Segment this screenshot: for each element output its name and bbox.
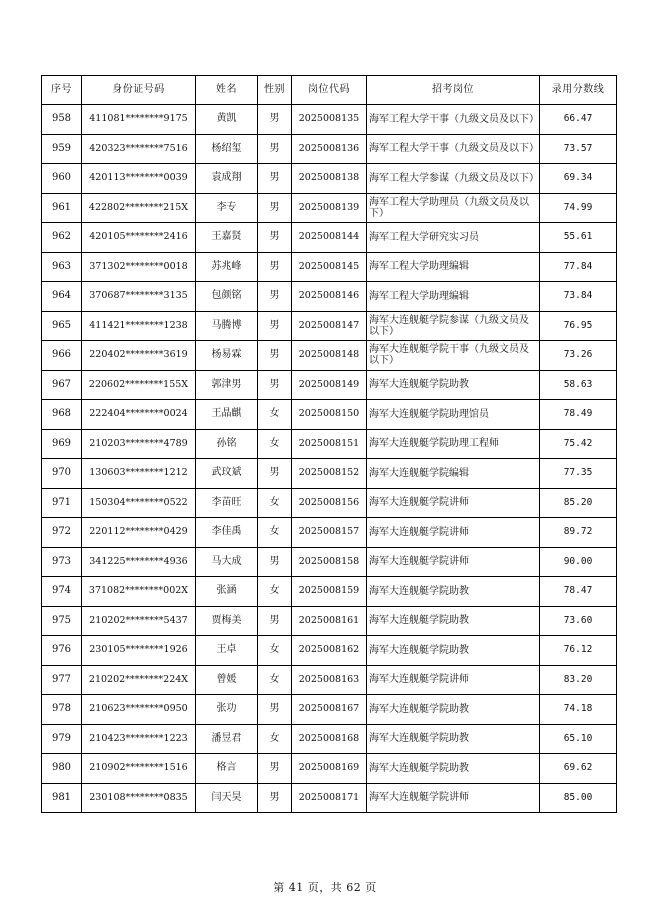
cell-score: 83.20 bbox=[540, 665, 617, 695]
cell-position: 海军工程大学研究实习员 bbox=[367, 223, 540, 253]
cell-seq: 966 bbox=[42, 341, 82, 371]
table-row bbox=[42, 282, 617, 312]
cell-name: 孙铭 bbox=[196, 429, 258, 459]
cell-position-code: 2025008156 bbox=[292, 488, 367, 518]
cell-score: 78.49 bbox=[540, 400, 617, 430]
cell-position: 海军工程大学参谋（九级文员及以下） bbox=[367, 164, 540, 194]
cell-position: 海军大连舰艇学院讲师 bbox=[367, 547, 540, 577]
cell-seq: 963 bbox=[42, 252, 82, 282]
cell-score: 85.20 bbox=[540, 488, 617, 518]
cell-position: 海军工程大学助理编辑 bbox=[367, 282, 540, 312]
cell-score: 66.47 bbox=[540, 105, 617, 135]
cell-score: 76.12 bbox=[540, 636, 617, 666]
cell-gender: 男 bbox=[258, 164, 292, 194]
cell-id-number: 210902********1516 bbox=[82, 754, 196, 784]
cell-score: 77.84 bbox=[540, 252, 617, 282]
table-row bbox=[42, 488, 617, 518]
cell-position-code: 2025008152 bbox=[292, 459, 367, 489]
cell-position-code: 2025008138 bbox=[292, 164, 367, 194]
cell-score: 65.10 bbox=[540, 724, 617, 754]
header-position-code: 岗位代码 bbox=[292, 76, 367, 105]
cell-score: 69.62 bbox=[540, 754, 617, 784]
cell-position-code: 2025008169 bbox=[292, 754, 367, 784]
page-number: 第 41 页，共 62 页 bbox=[273, 881, 377, 894]
cell-score: 74.18 bbox=[540, 695, 617, 725]
table-row bbox=[42, 164, 617, 194]
table-row bbox=[42, 606, 617, 636]
cell-seq: 968 bbox=[42, 400, 82, 430]
cell-seq: 974 bbox=[42, 577, 82, 607]
cell-gender: 男 bbox=[258, 311, 292, 341]
cell-seq: 967 bbox=[42, 370, 82, 400]
cell-seq: 970 bbox=[42, 459, 82, 489]
cell-score: 75.42 bbox=[540, 429, 617, 459]
cell-position: 海军大连舰艇学院助教 bbox=[367, 754, 540, 784]
cell-seq: 981 bbox=[42, 783, 82, 813]
cell-position-code: 2025008158 bbox=[292, 547, 367, 577]
header-row bbox=[42, 76, 617, 105]
cell-position: 海军大连舰艇学院助教 bbox=[367, 577, 540, 607]
cell-gender: 男 bbox=[258, 459, 292, 489]
cell-id-number: 370687********3135 bbox=[82, 282, 196, 312]
cell-seq: 960 bbox=[42, 164, 82, 194]
cell-gender: 男 bbox=[258, 282, 292, 312]
table-row bbox=[42, 754, 617, 784]
cell-seq: 965 bbox=[42, 311, 82, 341]
cell-gender: 男 bbox=[258, 783, 292, 813]
cell-position-code: 2025008147 bbox=[292, 311, 367, 341]
cell-position-code: 2025008151 bbox=[292, 429, 367, 459]
table-row bbox=[42, 783, 617, 813]
cell-gender: 男 bbox=[258, 695, 292, 725]
table-row bbox=[42, 547, 617, 577]
cell-score: 90.00 bbox=[540, 547, 617, 577]
cell-name: 李佳禹 bbox=[196, 518, 258, 548]
cell-position-code: 2025008171 bbox=[292, 783, 367, 813]
cell-name: 张功 bbox=[196, 695, 258, 725]
cell-gender: 男 bbox=[258, 754, 292, 784]
cell-seq: 976 bbox=[42, 636, 82, 666]
cell-name: 苏兆峰 bbox=[196, 252, 258, 282]
cell-gender: 女 bbox=[258, 665, 292, 695]
cell-score: 69.34 bbox=[540, 164, 617, 194]
cell-score: 55.61 bbox=[540, 223, 617, 253]
cell-name: 杨绍玺 bbox=[196, 134, 258, 164]
header-position: 招考岗位 bbox=[367, 76, 540, 105]
table-row bbox=[42, 724, 617, 754]
cell-position-code: 2025008159 bbox=[292, 577, 367, 607]
cell-seq: 980 bbox=[42, 754, 82, 784]
cell-gender: 男 bbox=[258, 223, 292, 253]
cell-id-number: 411081********9175 bbox=[82, 105, 196, 135]
cell-gender: 男 bbox=[258, 606, 292, 636]
cell-name: 李苗旺 bbox=[196, 488, 258, 518]
cell-position-code: 2025008149 bbox=[292, 370, 367, 400]
cell-position: 海军大连舰艇学院助教 bbox=[367, 636, 540, 666]
cell-gender: 女 bbox=[258, 518, 292, 548]
cell-id-number: 422802********215X bbox=[82, 193, 196, 223]
cell-gender: 女 bbox=[258, 724, 292, 754]
cell-name: 武玟斌 bbox=[196, 459, 258, 489]
cell-name: 格言 bbox=[196, 754, 258, 784]
cell-id-number: 371302********0018 bbox=[82, 252, 196, 282]
cell-position-code: 2025008157 bbox=[292, 518, 367, 548]
cell-seq: 969 bbox=[42, 429, 82, 459]
cell-name: 包颜铭 bbox=[196, 282, 258, 312]
cell-position: 海军大连舰艇学院助教 bbox=[367, 606, 540, 636]
cell-id-number: 210623********0950 bbox=[82, 695, 196, 725]
cell-gender: 男 bbox=[258, 134, 292, 164]
cell-seq: 961 bbox=[42, 193, 82, 223]
cell-name: 黄凯 bbox=[196, 105, 258, 135]
cell-id-number: 230108********0835 bbox=[82, 783, 196, 813]
cell-seq: 978 bbox=[42, 695, 82, 725]
cell-id-number: 222404********0024 bbox=[82, 400, 196, 430]
cell-name: 贾梅美 bbox=[196, 606, 258, 636]
cell-gender: 女 bbox=[258, 400, 292, 430]
cell-score: 85.00 bbox=[540, 783, 617, 813]
cell-position: 海军大连舰艇学院讲师 bbox=[367, 783, 540, 813]
cell-id-number: 220402********3619 bbox=[82, 341, 196, 371]
cell-position: 海军大连舰艇学院编辑 bbox=[367, 459, 540, 489]
cell-name: 曾媛 bbox=[196, 665, 258, 695]
cell-score: 73.26 bbox=[540, 341, 617, 371]
cell-seq: 979 bbox=[42, 724, 82, 754]
table-row bbox=[42, 400, 617, 430]
cell-id-number: 210203********4789 bbox=[82, 429, 196, 459]
cell-id-number: 210423********1223 bbox=[82, 724, 196, 754]
cell-score: 89.72 bbox=[540, 518, 617, 548]
table-row bbox=[42, 665, 617, 695]
cell-gender: 男 bbox=[258, 547, 292, 577]
cell-name: 张涵 bbox=[196, 577, 258, 607]
cell-id-number: 411421********1238 bbox=[82, 311, 196, 341]
cell-position-code: 2025008161 bbox=[292, 606, 367, 636]
cell-gender: 女 bbox=[258, 636, 292, 666]
cell-score: 73.84 bbox=[540, 282, 617, 312]
cell-seq: 958 bbox=[42, 105, 82, 135]
cell-seq: 973 bbox=[42, 547, 82, 577]
table-row bbox=[42, 134, 617, 164]
table-row bbox=[42, 429, 617, 459]
cell-position: 海军工程大学助理编辑 bbox=[367, 252, 540, 282]
cell-position-code: 2025008148 bbox=[292, 341, 367, 371]
cell-id-number: 220602********155X bbox=[82, 370, 196, 400]
cell-position: 海军大连舰艇学院助教 bbox=[367, 724, 540, 754]
cell-position: 海军工程大学干事（九级文员及以下） bbox=[367, 134, 540, 164]
cell-id-number: 420323********7516 bbox=[82, 134, 196, 164]
cell-name: 李专 bbox=[196, 193, 258, 223]
table-row bbox=[42, 695, 617, 725]
cell-name: 马大成 bbox=[196, 547, 258, 577]
cell-position: 海军大连舰艇学院助教 bbox=[367, 695, 540, 725]
cell-position-code: 2025008150 bbox=[292, 400, 367, 430]
cell-name: 郭津男 bbox=[196, 370, 258, 400]
header-seq: 序号 bbox=[42, 76, 82, 105]
cell-name: 王嘉贤 bbox=[196, 223, 258, 253]
cell-position: 海军大连舰艇学院参谋（九级文员及以下） bbox=[367, 311, 540, 341]
cell-id-number: 150304********0522 bbox=[82, 488, 196, 518]
table-row bbox=[42, 636, 617, 666]
cell-name: 王卓 bbox=[196, 636, 258, 666]
cell-seq: 959 bbox=[42, 134, 82, 164]
cell-position: 海军大连舰艇学院讲师 bbox=[367, 518, 540, 548]
table-row bbox=[42, 370, 617, 400]
cell-id-number: 230105********1926 bbox=[82, 636, 196, 666]
cell-position-code: 2025008139 bbox=[292, 193, 367, 223]
table-row bbox=[42, 252, 617, 282]
cell-position-code: 2025008145 bbox=[292, 252, 367, 282]
cell-position-code: 2025008144 bbox=[292, 223, 367, 253]
cell-name: 潘昱君 bbox=[196, 724, 258, 754]
table-row bbox=[42, 223, 617, 253]
cell-score: 78.47 bbox=[540, 577, 617, 607]
table-row bbox=[42, 105, 617, 135]
cell-position-code: 2025008167 bbox=[292, 695, 367, 725]
cell-gender: 女 bbox=[258, 429, 292, 459]
cell-gender: 男 bbox=[258, 370, 292, 400]
results-table bbox=[41, 75, 617, 813]
cell-position: 海军工程大学助理员（九级文员及以下） bbox=[367, 193, 540, 223]
cell-name: 袁成翔 bbox=[196, 164, 258, 194]
cell-name: 闫天昊 bbox=[196, 783, 258, 813]
cell-seq: 975 bbox=[42, 606, 82, 636]
cell-position: 海军大连舰艇学院助理馆员 bbox=[367, 400, 540, 430]
cell-score: 76.95 bbox=[540, 311, 617, 341]
cell-position-code: 2025008146 bbox=[292, 282, 367, 312]
cell-name: 杨易霖 bbox=[196, 341, 258, 371]
table-row bbox=[42, 193, 617, 223]
cell-score: 73.57 bbox=[540, 134, 617, 164]
cell-position: 海军大连舰艇学院助理工程师 bbox=[367, 429, 540, 459]
cell-position: 海军大连舰艇学院讲师 bbox=[367, 488, 540, 518]
cell-score: 58.63 bbox=[540, 370, 617, 400]
header-gender: 性别 bbox=[258, 76, 292, 105]
table-row bbox=[42, 518, 617, 548]
cell-position: 海军大连舰艇学院干事（九级文员及以下） bbox=[367, 341, 540, 371]
cell-id-number: 210202********5437 bbox=[82, 606, 196, 636]
cell-name: 王晶麒 bbox=[196, 400, 258, 430]
cell-id-number: 420105********2416 bbox=[82, 223, 196, 253]
cell-id-number: 371082********002X bbox=[82, 577, 196, 607]
cell-seq: 964 bbox=[42, 282, 82, 312]
cell-position-code: 2025008168 bbox=[292, 724, 367, 754]
cell-score: 73.60 bbox=[540, 606, 617, 636]
header-name: 姓名 bbox=[196, 76, 258, 105]
cell-score: 74.99 bbox=[540, 193, 617, 223]
cell-id-number: 210202********224X bbox=[82, 665, 196, 695]
cell-id-number: 130603********1212 bbox=[82, 459, 196, 489]
header-score: 录用分数线 bbox=[540, 76, 617, 105]
table-row bbox=[42, 459, 617, 489]
cell-id-number: 420113********0039 bbox=[82, 164, 196, 194]
cell-position: 海军大连舰艇学院讲师 bbox=[367, 665, 540, 695]
cell-position-code: 2025008162 bbox=[292, 636, 367, 666]
table-row bbox=[42, 311, 617, 341]
cell-gender: 男 bbox=[258, 341, 292, 371]
table-row bbox=[42, 577, 617, 607]
header-id-number: 身份证号码 bbox=[82, 76, 196, 105]
cell-gender: 女 bbox=[258, 488, 292, 518]
cell-seq: 971 bbox=[42, 488, 82, 518]
cell-gender: 女 bbox=[258, 577, 292, 607]
cell-seq: 977 bbox=[42, 665, 82, 695]
cell-gender: 男 bbox=[258, 193, 292, 223]
cell-name: 马腾博 bbox=[196, 311, 258, 341]
cell-score: 77.35 bbox=[540, 459, 617, 489]
cell-id-number: 341225********4936 bbox=[82, 547, 196, 577]
cell-seq: 962 bbox=[42, 223, 82, 253]
cell-gender: 男 bbox=[258, 252, 292, 282]
cell-id-number: 220112********0429 bbox=[82, 518, 196, 548]
cell-seq: 972 bbox=[42, 518, 82, 548]
table-body bbox=[42, 105, 617, 813]
cell-position: 海军工程大学干事（九级文员及以下） bbox=[367, 105, 540, 135]
cell-gender: 男 bbox=[258, 105, 292, 135]
cell-position-code: 2025008163 bbox=[292, 665, 367, 695]
cell-position-code: 2025008136 bbox=[292, 134, 367, 164]
table-row bbox=[42, 341, 617, 371]
cell-position: 海军大连舰艇学院助教 bbox=[367, 370, 540, 400]
cell-position-code: 2025008135 bbox=[292, 105, 367, 135]
